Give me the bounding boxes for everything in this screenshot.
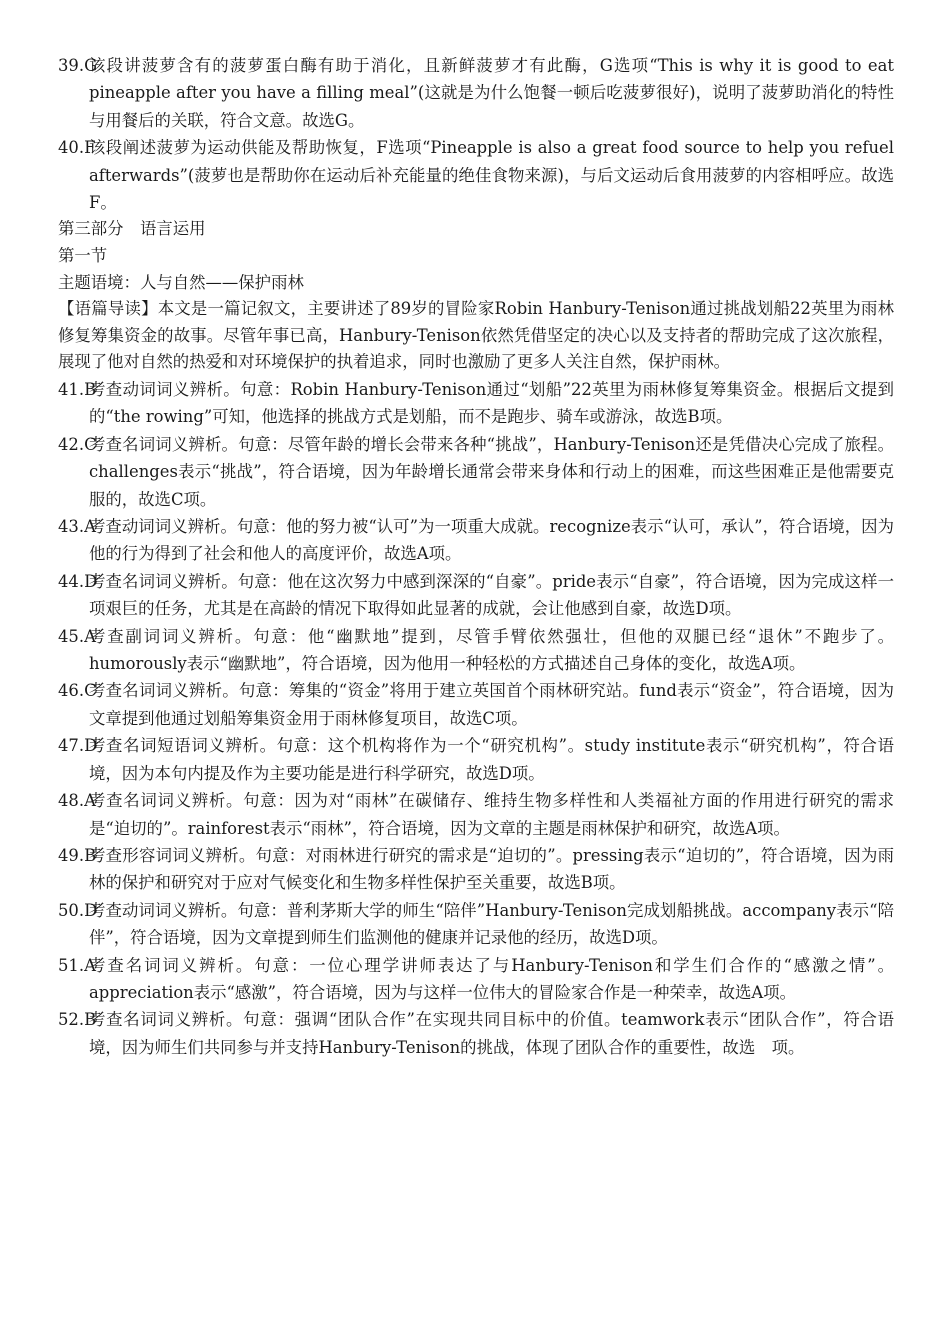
answer-item-51: [58, 952, 894, 1007]
item-number: 50.D: [58, 900, 98, 920]
answer-item-40: [58, 134, 894, 216]
answer-item-46: [58, 677, 894, 732]
answer-item-49: [58, 842, 894, 897]
item-explanation: 该段阐述菠萝为运动供能及帮助恢复，F选项“Pineapple is also a great food source to help you refuel afterwards”(菠萝也是帮助你在运动后补充能量的绝佳食物来源)，与后文运动后食用菠萝的内容相呼应。故选F。: [89, 138, 894, 213]
section-part-heading: 第三部分 语言运用: [58, 219, 206, 239]
item-explanation: 考查动词词义辨析。句意：Robin Hanbury-Tenison通过“划船”22英里为雨林修复筹集资金。根据后文提到的“the rowing”可知，他选择的挑战方式是划船，而不是跑步、骑车或游泳，故选B项。: [89, 380, 894, 427]
answer-item-44: [58, 568, 894, 623]
item-number: 52.B: [58, 1010, 97, 1030]
section-sub-heading: 第一节: [58, 246, 108, 266]
theme-context: 主题语境：人与自然——保护雨林: [58, 272, 304, 292]
intro-text: 本文是一篇记叙文，主要讲述了89岁的冒险家Robin Hanbury-Tenison通过挑战划船22英里为雨林修复筹集资金的故事。尽管年事已高，Hanbury-Tenison依然凭借坚定的决心以及支持者的帮助完成了这次旅程，展现了他对自然的热爱和对环境保护的执着追求，同时也激励了更多人关注自然，保护雨林。: [58, 299, 894, 372]
item-number: 40.F: [58, 138, 96, 158]
item-explanation: 考查名词词义辨析。句意：一位心理学讲师表达了与Hanbury-Tenison和学生们合作的“感激之情”。appreciation表示“感激”，符合语境，因为与这样一位伟大的冒险家合作是一种荣幸，故选A项。: [89, 955, 894, 1002]
answer-item-43: [58, 513, 894, 568]
item-explanation: 考查名词词义辨析。句意：筹集的“资金”将用于建立英国首个雨林研究站。fund表示“资金”，符合语境，因为文章提到他通过划船筹集资金用于雨林修复项目，故选C项。: [89, 681, 894, 728]
item-explanation: 考查名词词义辨析。句意：他在这次努力中感到深深的“自豪”。pride表示“自豪”，符合语境，因为完成这样一项艰巨的任务，尤其是在高龄的情况下取得如此显著的成就，会让他感到自豪，故选D项。: [89, 571, 894, 619]
item-explanation: 考查名词短语词义辨析。句意：这个机构将作为一个“研究机构”。study institute表示“研究机构”，符合语境，因为本句内提及作为主要功能是进行科学研究，故选D项。: [89, 736, 894, 783]
item-number: 47.D: [58, 736, 98, 756]
answer-item-52: [58, 1006, 894, 1061]
answer-item-41: [58, 376, 894, 431]
answer-item-48: [58, 787, 894, 842]
item-explanation: 该段讲菠萝含有的菠萝蛋白酶有助于消化，且新鲜菠萝才有此酶，G选项“This is why it is good to eat pineapple after you have a filling meal”(这就是为什么饱餐一顿后吃菠萝很好)，说明了菠萝助消化的特性与用餐后的关联，符合文意。故选G。: [89, 56, 894, 130]
item-number: 39.G: [58, 56, 98, 75]
item-number: 41.B: [58, 380, 97, 399]
item-explanation: 考查动词词义辨析。句意：普利茅斯大学的师生“陪伴”Hanbury-Tenison完成划船挑战。accompany表示“陪伴”，符合语境，因为文章提到师生们监测他的健康并记录他的经历，故选D项。: [89, 900, 894, 948]
passage-intro: [58, 296, 894, 376]
item-number: 51.A: [58, 955, 96, 975]
item-explanation: 考查动词词义辨析。句意：他的努力被“认可”为一项重大成就。recognize表示“认可，承认”，符合语境，因为他的行为得到了社会和他人的高度评价，故选A项。: [89, 517, 894, 564]
item-explanation: 考查形容词词义辨析。句意：对雨林进行研究的需求是“迫切的”。pressing表示“迫切的”，符合语境，因为雨林的保护和研究对于应对气候变化和生物多样性保护至关重要，故选B项。: [89, 845, 894, 893]
item-number: 49.B: [58, 845, 97, 865]
item-number: 48.A: [58, 791, 96, 811]
answer-key-page: [58, 52, 894, 1061]
intro-tag: 【语篇导读】: [58, 299, 158, 319]
item-number: 43.A: [58, 517, 96, 537]
answer-item-45: [58, 623, 894, 678]
item-number: 42.C: [58, 434, 97, 454]
item-number: 44.D: [58, 571, 98, 591]
item-explanation: 考查名词词义辨析。句意：尽管年龄的增长会带来各种“挑战”，Hanbury-Tenison还是凭借决心完成了旅程。challenges表示“挑战”，符合语境，因为年龄增长通常会带来身体和行动上的困难，而这些困难正是他需要克服的，故选C项。: [89, 434, 894, 509]
answer-item-47: [58, 732, 894, 787]
item-number: 46.C: [58, 681, 97, 701]
item-explanation: 考查名词词义辨析。句意：强调“团队合作”在实现共同目标中的价值。teamwork表示“团队合作”，符合语境，因为师生们共同参与并支持Hanbury-Tenison的挑战，体现了团队合作的重要性，故选 项。: [89, 1010, 894, 1057]
item-explanation: 考查副词词义辨析。句意：他“幽默地”提到，尽管手臂依然强壮，但他的双腿已经“退休”不跑步了。humorously表示“幽默地”，符合语境，因为他用一种轻松的方式描述自己身体的变化，故选A项。: [89, 626, 894, 674]
item-number: 45.A: [58, 626, 96, 646]
answer-item-39: [58, 52, 894, 134]
answer-item-42: [58, 431, 894, 513]
answer-item-50: [58, 897, 894, 952]
item-explanation: 考查名词词义辨析。句意：因为对“雨林”在碳储存、维持生物多样性和人类福祉方面的作用进行研究的需求是“迫切的”。rainforest表示“雨林”，符合语境，因为文章的主题是雨林保护和研究，故选A项。: [89, 791, 894, 838]
